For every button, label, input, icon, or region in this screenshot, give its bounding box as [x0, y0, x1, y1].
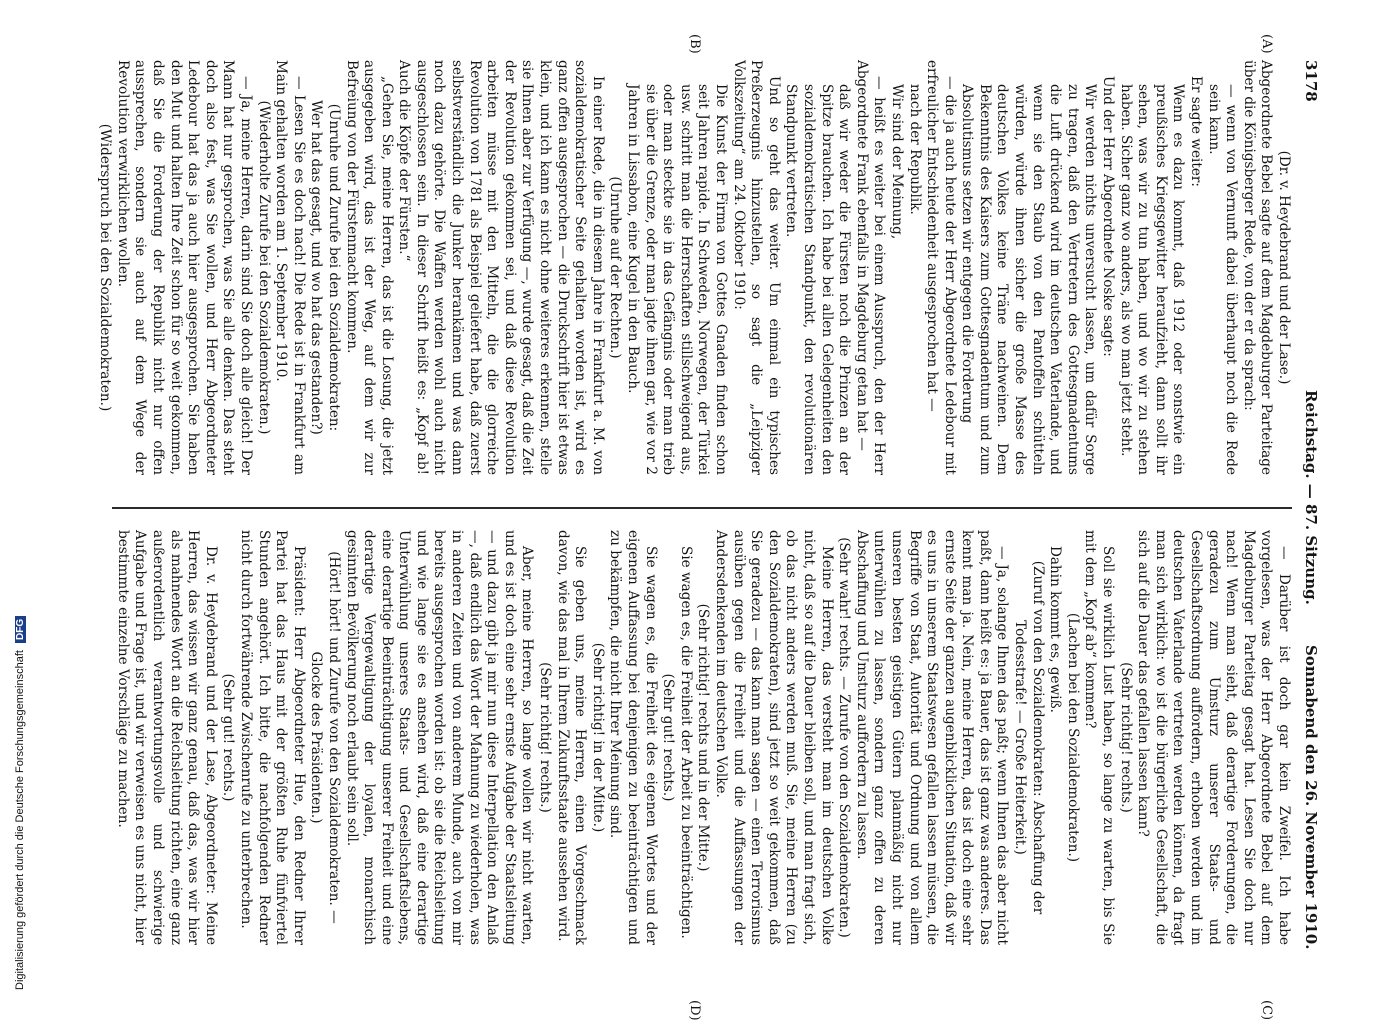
interjection: (Unruhe und Zurufe bei den Sozialdemokraten:	[325, 103, 342, 432]
quotation: Wir werden nichts unversucht lassen, um dafür Sorge zu tragen, daß den Vertretern des Gottesgnadentums die Luft drückend wird im deutschen Vaterlande, und wenn sie den Staub von den Pantoffeln schütteln würden, würde ihnen sicher die große Masse des deutschen Volkes keine Träne nachweinen. Dem Bekenntnis des Kaisers zum Gottesgnadentum und zum Absolutismus setzen wir entgegen die Forderung	[959, 84, 1099, 475]
paragraph: — Ja, solange Ihnen das paßt; wenn Ihnen das aber nicht paßt, dann heißt es: ja Bauer, das ist ganz was anderes. Das kennt man ja. Nein, meine Herren, das ist doch eine sehr ernste Seite der ganzen augenblicklichen Situation, daß wir es uns in unserem Staatswesen gefallen lassen müssen, die Begriffe von Staat, Autorität und Ordnung und von allem unseren besten geistigen Gütern planmäßig nicht nur unterwühlen zu lassen, sondern ganz offen zu deren Abschaffung und Umsturz auffordern zu lassen.	[853, 530, 1011, 945]
column-divider	[112, 507, 1292, 509]
interjection: (Sehr gut! rechts.)	[660, 673, 677, 802]
paragraph: Und der Herr Abgeordnete Noske sagte:	[1100, 76, 1117, 357]
interjection: (Unruhe auf der Rechten.)	[607, 176, 624, 359]
header-title: Reichstag. — 87. Sitzung.	[1302, 390, 1320, 605]
quotation: daß wir weder die Fürsten noch die Prinzen an der Spitze brauchen. Ich habe bei allen Gelegenheiten den sozialdemokratischen Standpunkt, den revolutionären Standpunkt vertreten.	[783, 84, 853, 475]
paragraph: Soll sie wirklich Lust haben, so lange zu warten, bis Sie mit dem „Kopf ab“ kommen?	[1082, 530, 1117, 945]
interjection: (Sehr richtig! in der Mitte.)	[589, 642, 606, 833]
interjection: (Sehr richtig! rechts.)	[1117, 662, 1134, 813]
paragraph: Dahin kommt es, gewiß.	[1047, 546, 1064, 713]
paragraph: Und so geht das weiter. Um einmal ein typisches Preßerzeugnis hinzustellen, so sagt die „Leipziger Volkszeitung“ am 24. Oktober 1910:	[730, 60, 782, 475]
interjection: (Sehr richtig! rechts.)	[537, 662, 554, 813]
quotation: nach der Republik.	[906, 84, 923, 215]
paragraph: Abgeordnete Bebel sagte auf dem Magdeburger Parteitage über die Königsberger Rede, von der er da sprach:	[1240, 60, 1275, 475]
interjection: Wer hat das gesagt, und wo hat das gestanden?)	[308, 100, 325, 435]
header-date: Sonnabend den 26. November 1910.	[1302, 645, 1320, 950]
footer-credit	[14, 616, 26, 990]
interjection: (Sehr richtig! rechts und in der Mitte.)	[695, 603, 712, 872]
footer-text: Digitalisierung gefördert durch die Deutsche Forschungsgemeinschaft	[14, 650, 26, 990]
interjection: (Widerspruch bei den Sozialdemokraten.)	[97, 123, 114, 412]
rotated-page	[72, 34, 1322, 1021]
speaker-paragraph: Dr. v. Heydebrand und der Lase, Abgeordneter: Meine Herren, das wissen wir ganz genau, daß das, was wir hier als mahnendes Wort an die Reichsleitung richten, eine ganz außerordentlich verantwortungsvolle und schwierige Aufgabe und Frage ist, und wir verweisen es uns nicht, hier bestimmte einzelne Vorschläge zu machen.	[114, 530, 219, 945]
quotation: Wenn es dazu kommt, daß 1912 oder sonstwie ein preußisches Kriegsgewitter heraufzieht, dann sollt ihr sehen, was wir zu tun haben, und wo wir zu stehen haben. Sicher ganz wo anders, als wo man jetzt steht.	[1117, 84, 1187, 475]
quotation: Die Kunst der Firma von Gottes Gnaden finden schon seit Jahren rapide. In Schweden, Norwegen, der Türkei usw. schritt man die Herrschaften stillschweigend aus, oder man steckte sie in das Gefängnis oder man trieb sie über die Grenze, oder man jagte ihnen gar, wie vor 2 Jahren in Lissabon, eine Kugel in den Bauch.	[625, 84, 729, 475]
paragraph: Sie geben uns, meine Herren, einen Vorgeschmack davon, wie das mal in Ihrem Zukunftsstaate aussehen wird.	[554, 530, 589, 945]
paragraph: In einer Rede, die in diesem Jahre in Frankfurt a. M. von sozialdemokratischer Seite gehalten worden ist, wird es ganz offen ausgesprochen — die Druckschrift hier ist etwas klein, und ich kann es nicht ohne weiteres erkennen, stelle sie Ihnen aber zur Verfügung —, wurde gesagt, daß die Zeit der Revolution gekommen sei, und daß diese Revolution arbeiten müsse mit den Mitteln, die die glorreiche Revolution von 1781 als Beispiel geliefert habe, daß zuerst selbstverständlich die Junker herankämen und was dann noch dazu gehörte. Die Waffen werden wohl auch nicht ausgeschlossen sein. In dieser Schrift heißt es: „Kopf ab! Auch die Köpfe der Fürsten.“	[396, 60, 606, 475]
margin-marker-b: (B)	[687, 34, 702, 54]
paragraph: Sie wagen es, die Freiheit der Arbeit zu beeinträchtigen.	[677, 546, 694, 939]
quotation: Wir sind der Meinung,	[888, 84, 905, 240]
paragraph: Meine Herren, das versteht man im deutschen Volke nicht, daß so auf die Dauer bleiben soll, und man fragt sich, ob das nicht anders werden muß. Sie, meine Herren (zu den Sozialdemokraten), sind jetzt so weit gekommen, daß Sie geradezu — das kann man sagen — einen Terrorismus ausüben gegen die Freiheit und die Auffassungen der Andersdenkenden im deutschen Volke.	[713, 530, 835, 945]
paragraph: — Darüber ist doch gar kein Zweifel. Ich habe vorgelesen, was der Herr Abgeordnete Bebel auf dem Magdeburger Parteitag gesagt hat. Lesen Sie doch nur nach! Wenn man sieht, daß derartige Forderungen, die geradezu zum Umsturz unserer Staats- und Gesellschaftsordnung auffordern, erhoben werden und im deutschen Vaterlande vertreten werden können, da fragt man sich wirklich: wo ist die bürgerliche Gesellschaft, die sich auf die Dauer das gefallen lassen kann?	[1135, 530, 1292, 945]
margin-marker-d: (D)	[687, 1000, 702, 1021]
right-column	[112, 530, 1292, 945]
interjection: (Wiederholte Zurufe bei den Sozialdemokraten.)	[255, 100, 272, 435]
paragraph: „Gehen Sie, meine Herren, das ist die Losung, die jetzt ausgegeben wird, das ist der Weg, auf dem wir zur Befreiung von der Fürstenmacht kommen.	[343, 60, 395, 475]
interjection: (Sehr wahr! rechts. — Zurufe von den Sozialdemokraten.)	[836, 537, 853, 938]
interjection: (Zuruf von den Sozialdemokraten: Abschaffung der Todesstrafe! — Große Heiterkeit.)	[1012, 560, 1046, 915]
president-remark: Präsident: Herr Abgeordneter Hue, den Redner Ihrer Partei hat das Haus mit der größten Ruhe fünfviertel Stunden angehört. Ich bitte, die nachfolgenden Redner nicht durch fortwährende Zwischenrufe zu unterbrechen.	[237, 530, 307, 945]
paragraph: — die ja auch heute der Herr Abgeordnete Ledebour mit erfreulicher Entschiedenheit ausgesprochen hat —	[924, 60, 958, 475]
paragraph: — heißt es weiter bei einem Ausspruch, den der Herr Abgeordnete Frank ebenfalls in Magdeburg getan hat —	[853, 60, 888, 475]
paragraph: — Ja, meine Herren, darin sind Sie doch alle gleich! Der Mann hat nur gesprochen, was Sie alle denken. Das steht doch also fest, was Sie wollen, und Herr Abgeordneter Ledebour hat das ja auch hier ausgesprochen. Sie haben den Mut und halten Ihre Zeit schon für so weit gekommen, daß Sie die Forderung der Republik nicht nur offen aussprechen, sondern sie auch auf dem Wege der Revolution verwirklichen wollen.	[114, 60, 254, 475]
page-number: 3178	[1302, 60, 1320, 102]
paragraph: — wenn von Vernunft dabei überhaupt noch die Rede sein kann.	[1205, 84, 1240, 475]
dfg-logo: DFG	[15, 616, 26, 643]
interjection: (Sehr gut! rechts.)	[220, 673, 237, 802]
page-header	[1296, 60, 1322, 990]
left-column	[97, 60, 1292, 475]
paragraph: — Lesen Sie es doch nach! Die Rede ist in Frankfurt am Main gehalten worden am 1. September 1910.	[273, 60, 307, 475]
interjection: (Lachen bei den Sozialdemokraten.)	[1064, 612, 1081, 863]
paragraph: Sie wagen es, die Freiheit des eigenen Wortes und der eigenen Auffassung bei denjenigen zu beeinträchtigen und zu bekämpfen, die nicht Ihrer Meinung sind.	[607, 530, 659, 945]
margin-marker-c: (C)	[1259, 1000, 1274, 1021]
paragraph: Aber, meine Herren, so lange wollen wir nicht warten, und es ist doch eine sehr ernste Aufgabe der Staatsleitung — und dazu gibt ja mir nun diese Interpellation den Anlaß —, daß endlich das Wort der Mahnung zu wiederholen, was in anderen Zeiten und von anderem Munde, auch von mir bereits ausgesprochen worden ist: ob sie die Reichsleitung und wie lange sie es ansehen wird, daß eine derartige Unterwühlung unseres Staats- und Gesellschaftslebens, eine derartige Beeinträchtigung unserer Freiheit und eine derartige Vergewaltigung der loyalen, monarchisch gesinnten Bevölkerung noch erlaubt sein soll.	[343, 530, 536, 945]
margin-marker-a: (A)	[1259, 34, 1274, 54]
paragraph: Er sagte weiter:	[1188, 76, 1205, 187]
speaker-continuation: (Dr. v. Heydebrand und der Lase.)	[1276, 150, 1292, 385]
interjection: (Hört! hört! und Zurufe von den Sozialdemokraten. — Glocke des Präsidenten.)	[308, 551, 342, 924]
